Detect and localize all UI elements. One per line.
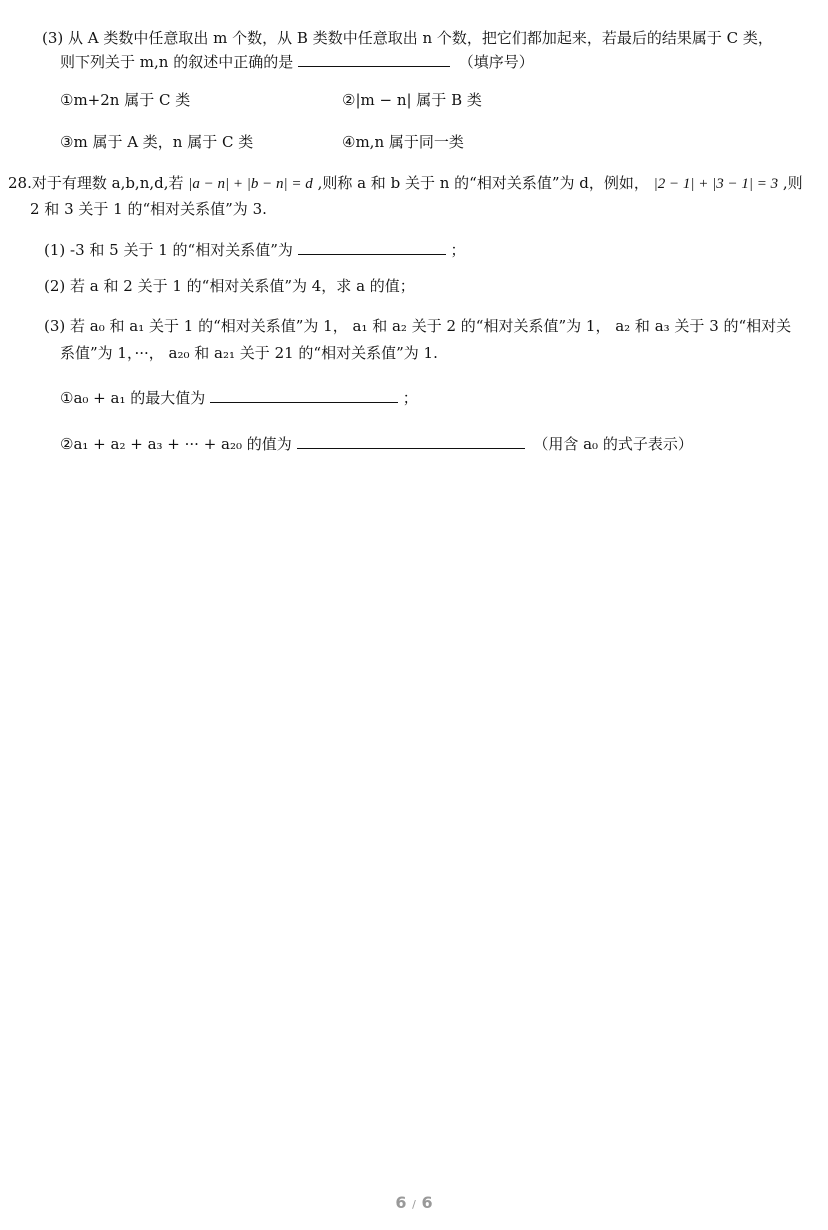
q28-intro-mid: ,则称 a 和 b 关于 n 的“相对关系值”为 d，例如，	[317, 174, 649, 192]
q28-intro-start: 28.对于有理数 a,b,n,d,若	[8, 174, 184, 192]
punctuation: ；	[402, 389, 418, 407]
q27-part3-question: 则下列关于 m,n 的叙述中正确的是	[60, 53, 294, 71]
q28-part2: (2) 若 a 和 2 关于 1 的“相对关系值”为 4，求 a 的值；	[44, 277, 415, 295]
page-separator: /	[412, 1198, 416, 1211]
q28-part1-text: (1) -3 和 5 关于 1 的“相对关系值”为	[44, 241, 293, 259]
page-number	[0, 1193, 828, 1212]
q28-part3-sub1	[60, 386, 418, 408]
answer-blank	[298, 50, 450, 67]
q28-intro-line2: 2 和 3 关于 1 的“相对关系值”为 3.	[30, 200, 267, 218]
option-4: ④m,n 属于同一类	[342, 133, 464, 151]
answer-blank	[210, 386, 398, 403]
answer-blank	[298, 238, 446, 255]
option-3: ③m 属于 A 类，n 属于 C 类	[60, 133, 254, 151]
q28-part3-line1: (3) 若 a₀ 和 a₁ 关于 1 的“相对关系值”为 1， a₁ 和 a₂ 关于 2 的“相对关系值”为 1， a₂ 和 a₃ 关于 3 的“相对关	[44, 317, 792, 335]
q28-intro-end: ,则	[782, 174, 803, 192]
current-page: 6	[395, 1193, 407, 1212]
punctuation: ；	[450, 241, 466, 259]
option-1: ①m+2n 属于 C 类	[60, 91, 191, 109]
total-pages: 6	[421, 1193, 433, 1212]
q28-part3-line2: 系值”为 1，···， a₂₀ 和 a₂₁ 关于 21 的“相对关系值”为 1.	[60, 344, 438, 362]
q28-part3-sub2	[60, 432, 693, 454]
sub1-text: ①a₀ + a₁ 的最大值为	[60, 389, 206, 407]
q28-part1	[44, 238, 465, 260]
q28-intro-line1	[8, 173, 803, 194]
sub2-text: ②a₁ + a₂ + a₃ + ··· + a₂₀ 的值为	[60, 435, 292, 453]
answer-blank	[297, 432, 525, 449]
option-2: ②|m − n| 属于 B 类	[342, 91, 482, 109]
sub2-hint: （用含 a₀ 的式子表示）	[533, 435, 693, 453]
definition-equation: |a − n| + |b − n| = d	[188, 176, 313, 192]
fill-hint: （填序号）	[458, 53, 534, 71]
example-equation: |2 − 1| + |3 − 1| = 3	[653, 176, 779, 192]
q27-part3-line2	[60, 50, 534, 72]
q27-part3-line1: (3) 从 A 类数中任意取出 m 个数，从 B 类数中任意取出 n 个数，把它们都加起来，若最后的结果属于 C 类，	[42, 29, 773, 47]
